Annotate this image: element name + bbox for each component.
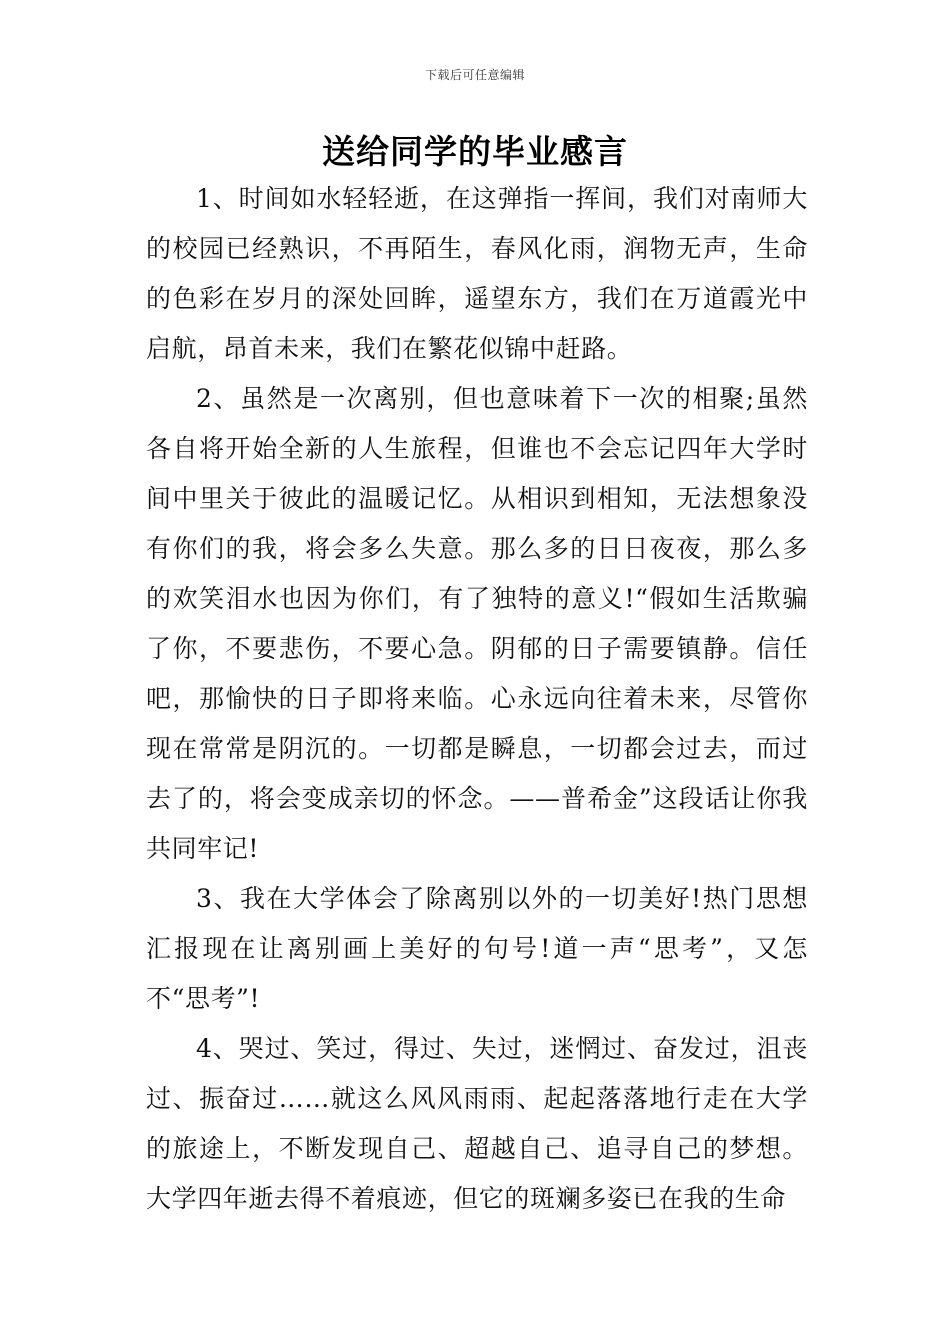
- paragraph-3: 3、我在大学体会了除离别以外的一切美好!热门思想汇报现在让离别画上美好的句号!道一声“思考”，又怎不“思考”!: [146, 884, 808, 1013]
- page-title: 送给同学的毕业感言: [322, 132, 628, 171]
- header-note: 下载后可任意编辑: [424, 68, 525, 82]
- document-body: [146, 174, 808, 1224]
- paragraph-1: 1、时间如水轻轻逝，在这弹指一挥间，我们对南师大的校园已经熟识，不再陌生，春风化雨，润物无声，生命的色彩在岁月的深处回眸，遥望东方，我们在万道霞光中启航，昂首未来，我们在繁花似锦中赶路。: [146, 184, 808, 363]
- paragraph-4: 4、哭过、笑过，得过、失过，迷惘过、奋发过，沮丧过、振奋过……就这么风风雨雨、起起落落地行走在大学的旅途上，不断发现自己、超越自己、追寻自己的梦想。大学四年逝去得不着痕迹，但它的斑斓多姿已在我的生命: [146, 1034, 808, 1213]
- paragraph-2: 2、虽然是一次离别，但也意味着下一次的相聚;虽然各自将开始全新的人生旅程，但谁也不会忘记四年大学时间中里关于彼此的温暖记忆。从相识到相知，无法想象没有你们的我，将会多么失意。那么多的日日夜夜，那么多的欢笑泪水也因为你们，有了独特的意义!“假如生活欺骗了你，不要悲伤，不要心急。阴郁的日子需要镇静。信任吧，那愉快的日子即将来临。心永远向往着未来，尽管你现在常常是阴沉的。一切都是瞬息，一切都会过去，而过去了的，将会变成亲切的怀念。——普希金”这段话让你我共同牢记!: [146, 384, 808, 863]
